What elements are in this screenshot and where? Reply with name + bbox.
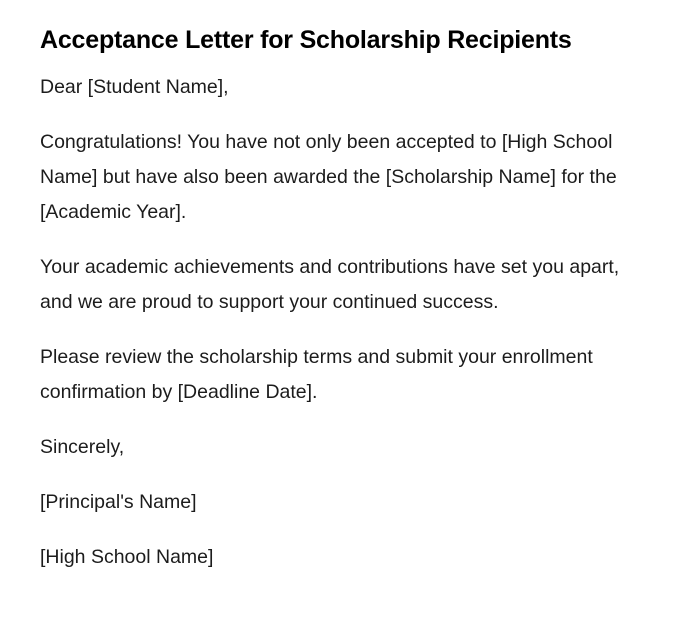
letter-closing: Sincerely, (40, 436, 125, 458)
letter-paragraph-achievements: Your academic achievements and contributions have set you apart, and we are proud to support your continued success. (40, 256, 620, 313)
letter-title: Acceptance Letter for Scholarship Recipients (40, 26, 572, 54)
letter-document (40, 22, 640, 575)
letter-greeting: Dear [Student Name], (40, 76, 229, 98)
signature-principal-name: [Principal's Name] (40, 491, 197, 513)
signature-school-name: [High School Name] (40, 546, 214, 568)
letter-paragraph-congratulations: Congratulations! You have not only been accepted to [High School Name] but have also been awarded the [Scholarship Name] for the [Academic Year]. (40, 131, 617, 223)
letter-paragraph-instructions: Please review the scholarship terms and submit your enrollment confirmation by [Deadline Date]. (40, 346, 593, 403)
